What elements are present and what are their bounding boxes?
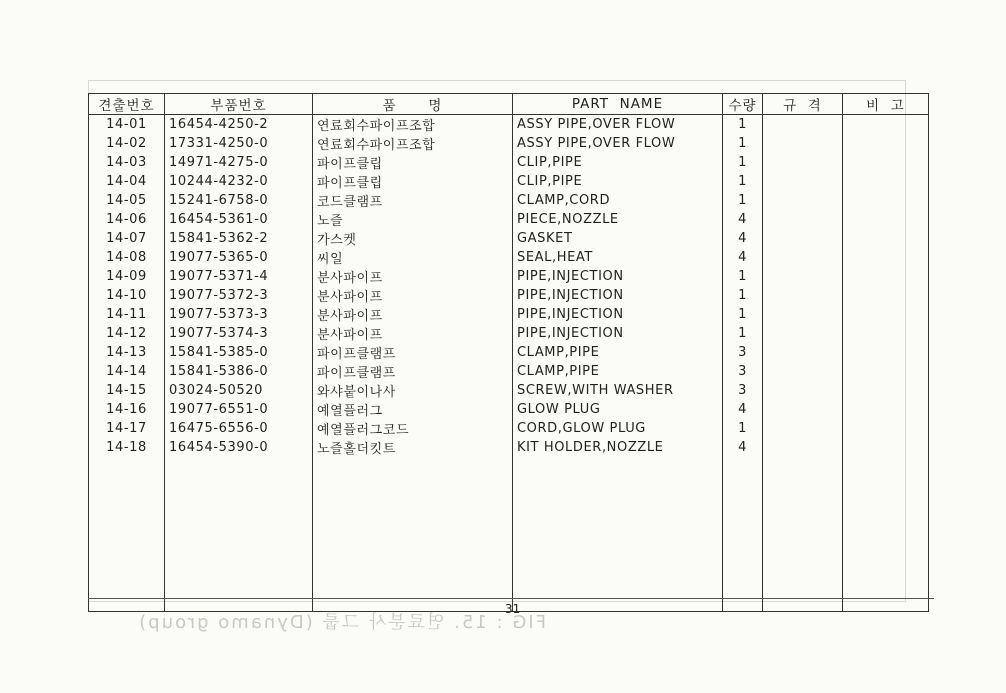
cell-name-kr: 분사파이프 bbox=[313, 286, 513, 305]
cell-spec bbox=[763, 172, 843, 191]
cell-remark bbox=[843, 286, 929, 305]
cell-name-kr: 파이프클램프 bbox=[313, 343, 513, 362]
cell-spec bbox=[763, 400, 843, 419]
cell-remark bbox=[843, 324, 929, 343]
cell-ref-no: 14-02 bbox=[89, 134, 165, 153]
cell-part-name: PIECE,NOZZLE bbox=[513, 210, 723, 229]
header-part-name: PART NAME bbox=[513, 94, 723, 115]
cell-part-name: PIPE,INJECTION bbox=[513, 267, 723, 286]
cell-part-no: 16454-5390-0 bbox=[165, 438, 313, 457]
cell-qty: 1 bbox=[723, 324, 763, 343]
cell-remark bbox=[843, 210, 929, 229]
cell-name-kr: 가스켓 bbox=[313, 229, 513, 248]
cell-remark bbox=[843, 419, 929, 438]
cell-qty: 4 bbox=[723, 248, 763, 267]
cell-spec bbox=[763, 343, 843, 362]
cell-part-name: GLOW PLUG bbox=[513, 400, 723, 419]
cell-spec bbox=[763, 248, 843, 267]
cell-part-no: 19077-5371-4 bbox=[165, 267, 313, 286]
empty-cell bbox=[513, 457, 723, 612]
table-row bbox=[89, 400, 929, 419]
cell-spec bbox=[763, 115, 843, 135]
cell-part-no: 19077-5372-3 bbox=[165, 286, 313, 305]
table-row bbox=[89, 267, 929, 286]
cell-qty: 3 bbox=[723, 362, 763, 381]
cell-name-kr: 파이프클램프 bbox=[313, 362, 513, 381]
cell-part-no: 16454-4250-2 bbox=[165, 115, 313, 135]
cell-qty: 1 bbox=[723, 267, 763, 286]
cell-part-no: 15241-6758-0 bbox=[165, 191, 313, 210]
cell-ref-no: 14-18 bbox=[89, 438, 165, 457]
cell-remark bbox=[843, 400, 929, 419]
table-row bbox=[89, 115, 929, 135]
cell-part-no: 03024-50520 bbox=[165, 381, 313, 400]
cell-part-name: PIPE,INJECTION bbox=[513, 305, 723, 324]
cell-spec bbox=[763, 381, 843, 400]
cell-qty: 3 bbox=[723, 381, 763, 400]
header-spec: 규 격 bbox=[763, 94, 843, 115]
cell-part-name: KIT HOLDER,NOZZLE bbox=[513, 438, 723, 457]
table-row bbox=[89, 286, 929, 305]
header-ref-no: 견출번호 bbox=[89, 94, 165, 115]
table-row bbox=[89, 324, 929, 343]
cell-spec bbox=[763, 419, 843, 438]
cell-part-no: 16475-6556-0 bbox=[165, 419, 313, 438]
cell-qty: 4 bbox=[723, 229, 763, 248]
cell-part-no: 17331-4250-0 bbox=[165, 134, 313, 153]
cell-spec bbox=[763, 438, 843, 457]
cell-qty: 4 bbox=[723, 210, 763, 229]
cell-spec bbox=[763, 305, 843, 324]
cell-name-kr: 노즐 bbox=[313, 210, 513, 229]
table-row bbox=[89, 172, 929, 191]
cell-qty: 1 bbox=[723, 134, 763, 153]
cell-spec bbox=[763, 134, 843, 153]
cell-name-kr: 분사파이프 bbox=[313, 324, 513, 343]
table-row bbox=[89, 381, 929, 400]
bleed-through-text: FIG : 15. 연료분사 그룹 (Dynamo group) bbox=[137, 612, 546, 633]
table-row bbox=[89, 362, 929, 381]
cell-ref-no: 14-01 bbox=[89, 115, 165, 135]
cell-part-name: CLAMP,CORD bbox=[513, 191, 723, 210]
cell-ref-no: 14-05 bbox=[89, 191, 165, 210]
empty-cell bbox=[313, 457, 513, 612]
empty-cell bbox=[165, 457, 313, 612]
header-part-no: 부품번호 bbox=[165, 94, 313, 115]
cell-name-kr: 연료회수파이프조합 bbox=[313, 134, 513, 153]
cell-ref-no: 14-17 bbox=[89, 419, 165, 438]
cell-remark bbox=[843, 438, 929, 457]
cell-qty: 1 bbox=[723, 286, 763, 305]
cell-ref-no: 14-07 bbox=[89, 229, 165, 248]
table-row bbox=[89, 191, 929, 210]
cell-spec bbox=[763, 324, 843, 343]
table-row bbox=[89, 419, 929, 438]
cell-ref-no: 14-06 bbox=[89, 210, 165, 229]
cell-spec bbox=[763, 286, 843, 305]
cell-qty: 1 bbox=[723, 419, 763, 438]
cell-name-kr: 예열플러그코드 bbox=[313, 419, 513, 438]
cell-qty: 3 bbox=[723, 343, 763, 362]
cell-name-kr: 파이프클립 bbox=[313, 172, 513, 191]
cell-ref-no: 14-15 bbox=[89, 381, 165, 400]
cell-ref-no: 14-12 bbox=[89, 324, 165, 343]
cell-ref-no: 14-04 bbox=[89, 172, 165, 191]
bottom-rule bbox=[88, 598, 934, 599]
cell-remark bbox=[843, 305, 929, 324]
cell-part-no: 19077-5365-0 bbox=[165, 248, 313, 267]
cell-part-name: ASSY PIPE,OVER FLOW bbox=[513, 134, 723, 153]
header-qty: 수량 bbox=[723, 94, 763, 115]
table-empty-space bbox=[89, 457, 929, 612]
cell-remark bbox=[843, 191, 929, 210]
table-row bbox=[89, 229, 929, 248]
table-header-row bbox=[89, 94, 929, 115]
empty-cell bbox=[763, 457, 843, 612]
cell-part-no: 15841-5362-2 bbox=[165, 229, 313, 248]
cell-part-name: CLIP,PIPE bbox=[513, 172, 723, 191]
cell-part-no: 19077-5374-3 bbox=[165, 324, 313, 343]
cell-spec bbox=[763, 362, 843, 381]
cell-remark bbox=[843, 172, 929, 191]
cell-ref-no: 14-08 bbox=[89, 248, 165, 267]
cell-name-kr: 분사파이프 bbox=[313, 267, 513, 286]
cell-ref-no: 14-14 bbox=[89, 362, 165, 381]
cell-name-kr: 파이프클립 bbox=[313, 153, 513, 172]
cell-spec bbox=[763, 191, 843, 210]
cell-ref-no: 14-03 bbox=[89, 153, 165, 172]
cell-part-name: PIPE,INJECTION bbox=[513, 286, 723, 305]
cell-ref-no: 14-16 bbox=[89, 400, 165, 419]
cell-ref-no: 14-13 bbox=[89, 343, 165, 362]
table-row bbox=[89, 248, 929, 267]
cell-qty: 1 bbox=[723, 191, 763, 210]
cell-name-kr: 씨일 bbox=[313, 248, 513, 267]
cell-part-name: CORD,GLOW PLUG bbox=[513, 419, 723, 438]
cell-part-name: GASKET bbox=[513, 229, 723, 248]
cell-remark bbox=[843, 362, 929, 381]
table-body bbox=[89, 115, 929, 612]
cell-name-kr: 분사파이프 bbox=[313, 305, 513, 324]
cell-qty: 1 bbox=[723, 115, 763, 135]
table-row bbox=[89, 343, 929, 362]
cell-part-no: 10244-4232-0 bbox=[165, 172, 313, 191]
cell-qty: 1 bbox=[723, 172, 763, 191]
cell-ref-no: 14-11 bbox=[89, 305, 165, 324]
cell-part-no: 15841-5386-0 bbox=[165, 362, 313, 381]
table-row bbox=[89, 210, 929, 229]
cell-part-no: 15841-5385-0 bbox=[165, 343, 313, 362]
cell-name-kr: 예열플러그 bbox=[313, 400, 513, 419]
empty-cell bbox=[89, 457, 165, 612]
cell-spec bbox=[763, 153, 843, 172]
cell-part-name: CLAMP,PIPE bbox=[513, 343, 723, 362]
table-row bbox=[89, 305, 929, 324]
table-row bbox=[89, 134, 929, 153]
cell-qty: 1 bbox=[723, 305, 763, 324]
empty-cell bbox=[843, 457, 929, 612]
header-name-kr: 품 명 bbox=[313, 94, 513, 115]
cell-spec bbox=[763, 210, 843, 229]
cell-remark bbox=[843, 134, 929, 153]
cell-part-no: 19077-6551-0 bbox=[165, 400, 313, 419]
cell-part-name: CLAMP,PIPE bbox=[513, 362, 723, 381]
cell-part-name: SCREW,WITH WASHER bbox=[513, 381, 723, 400]
cell-spec bbox=[763, 267, 843, 286]
cell-remark bbox=[843, 343, 929, 362]
empty-cell bbox=[723, 457, 763, 612]
cell-remark bbox=[843, 153, 929, 172]
cell-remark bbox=[843, 229, 929, 248]
cell-remark bbox=[843, 381, 929, 400]
cell-qty: 1 bbox=[723, 153, 763, 172]
cell-remark bbox=[843, 248, 929, 267]
cell-part-name: PIPE,INJECTION bbox=[513, 324, 723, 343]
cell-qty: 4 bbox=[723, 400, 763, 419]
cell-name-kr: 와샤붙이나사 bbox=[313, 381, 513, 400]
cell-ref-no: 14-09 bbox=[89, 267, 165, 286]
cell-spec bbox=[763, 229, 843, 248]
cell-ref-no: 14-10 bbox=[89, 286, 165, 305]
cell-part-no: 14971-4275-0 bbox=[165, 153, 313, 172]
page-number: 31 bbox=[505, 602, 521, 616]
cell-name-kr: 연료회수파이프조합 bbox=[313, 115, 513, 135]
header-remark: 비 고 bbox=[843, 94, 929, 115]
cell-remark bbox=[843, 267, 929, 286]
cell-part-no: 16454-5361-0 bbox=[165, 210, 313, 229]
cell-name-kr: 코드클램프 bbox=[313, 191, 513, 210]
cell-part-no: 19077-5373-3 bbox=[165, 305, 313, 324]
parts-table bbox=[88, 93, 929, 612]
cell-remark bbox=[843, 115, 929, 135]
cell-name-kr: 노즐홀더킷트 bbox=[313, 438, 513, 457]
cell-part-name: ASSY PIPE,OVER FLOW bbox=[513, 115, 723, 135]
cell-part-name: CLIP,PIPE bbox=[513, 153, 723, 172]
cell-qty: 4 bbox=[723, 438, 763, 457]
cell-part-name: SEAL,HEAT bbox=[513, 248, 723, 267]
table-row bbox=[89, 438, 929, 457]
table-row bbox=[89, 153, 929, 172]
